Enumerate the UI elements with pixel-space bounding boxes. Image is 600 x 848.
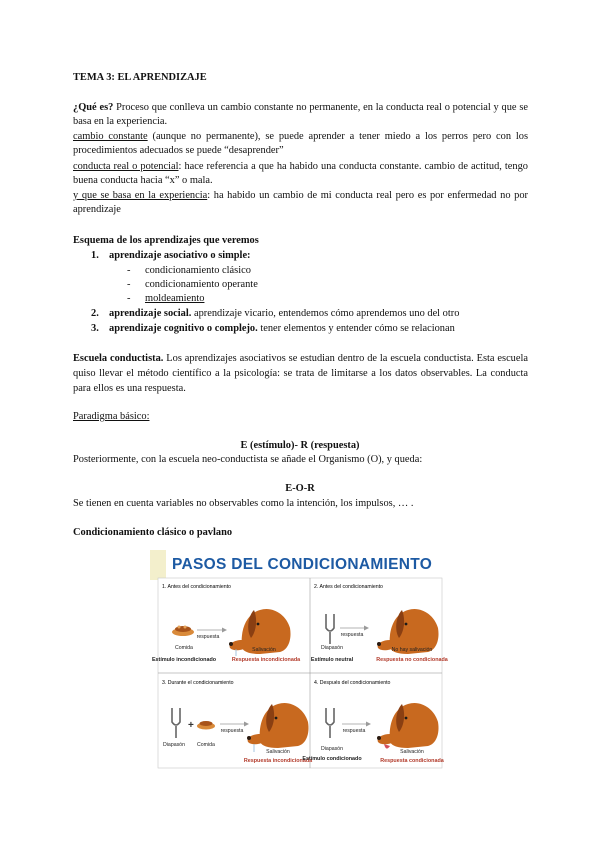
subitem-operante: condicionamiento operante — [145, 279, 258, 290]
panel-1-arrow-label: respuesta — [196, 634, 220, 640]
panel-4-arrow-label: respuesta — [342, 728, 366, 734]
experiencia-paragraph — [73, 189, 528, 217]
formula-e-r: E (estímulo)- R (respuesta) — [240, 440, 360, 451]
scheme-item-1 — [109, 249, 251, 263]
conducta-paragraph — [73, 160, 528, 188]
panel-3-right-label: Salivación — [266, 749, 290, 755]
panel-3-left-label-2: Comida — [197, 742, 215, 748]
formula-e-o-r: E-O-R — [285, 483, 315, 494]
panel-4-right-label: Salivación — [400, 749, 424, 755]
conductista-text: Los aprendizajes asociativos se estudian dentro de la escuela conductista. Esta escuela quiso llevar el método científico a la psicología: se trata de limitarse a los datos observables. La conducta para ellos es una respuesta. — [73, 353, 528, 394]
cambio-label: cambio constante — [73, 131, 148, 142]
conductista-paragraph — [73, 351, 528, 396]
scheme-heading: Esquema de los aprendizajes que veremos — [73, 235, 259, 246]
conductista-label: Escuela conductista. — [73, 353, 164, 364]
question-label: ¿Qué es? — [73, 102, 114, 113]
subitem-clasico: condicionamiento clásico — [145, 265, 251, 276]
panel-2-left-label: Diapasón — [321, 645, 343, 651]
panel-3-arrow-label: respuesta — [220, 728, 244, 734]
panel-2-arrow-label: respuesta — [340, 632, 364, 638]
experiencia-label: y que se basa en la experiencia — [73, 190, 208, 201]
panel-1-right-label: Salivación — [252, 647, 276, 653]
scheme-item-2-text: aprendizaje vicario, entendemos cómo aprendemos uno del otro — [191, 308, 460, 319]
cambio-paragraph — [73, 130, 528, 158]
panel-1-caption: 1. Antes del condicionamiento — [162, 584, 231, 590]
scheme-item-1-label: aprendizaje asociativo o simple: — [109, 250, 251, 261]
definition-paragraph — [73, 101, 528, 129]
scheme-number-1: 1. — [91, 250, 99, 261]
subitem-moldeamiento: moldeamiento — [145, 293, 205, 304]
panel-4-bottom-left: Estímulo condicionado — [302, 756, 362, 762]
scheme-item-3 — [109, 322, 455, 336]
conducta-label: conducta real o potencial — [73, 161, 179, 172]
panel-4-bottom-right: Respuesta condicionada — [380, 758, 444, 764]
question-text: Proceso que conlleva un cambio constante no permanente, en la conducta real o potencial y que se basa en la experiencia. — [73, 102, 528, 127]
panel-2-caption: 2. Antes del condicionamiento — [314, 584, 383, 590]
figure-title: PASOS DEL CONDICIONAMIENTO — [172, 556, 433, 573]
subitem-dash-2: - — [127, 279, 131, 290]
panel-4-caption: 4. Después del condicionamiento — [314, 680, 391, 686]
conditioning-figure-svg — [150, 548, 450, 770]
panel-2-bottom-right: Respuesta no condicionada — [376, 657, 448, 663]
panel-4-left-label: Diapasón — [321, 746, 343, 752]
experiencia-text: : ha habido un cambio de mi conducta real pero es por enfermedad no por aprendizaje — [73, 190, 528, 215]
scheme-item-2 — [109, 307, 459, 321]
document-title: TEMA 3: EL APRENDIZAJE — [73, 72, 207, 83]
classical-heading: Condicionamiento clásico o pavlano — [73, 527, 233, 538]
conditioning-figure — [150, 548, 450, 770]
subitem-dash-1: - — [127, 265, 131, 276]
paradigm-heading: Paradigma básico: — [73, 411, 150, 422]
scheme-item-3-label: aprendizaje cognitivo o complejo. — [109, 323, 258, 334]
subitem-dash-3: - — [127, 293, 131, 304]
paradigm-text-2: Se tienen en cuenta variables no observables como la intención, los impulsos, … . — [73, 498, 414, 509]
logo-mark — [150, 550, 166, 580]
paradigm-text-1: Posteriormente, con la escuela neo-conductista se añade el Organismo (O), y queda: — [73, 454, 423, 465]
cambio-text: (aunque no permanente), se puede aprender a tener miedo a los perros pero con los procedimientos adecuados se puede “desaprender” — [73, 131, 528, 156]
panel-2-right-label: No hay salivación — [391, 647, 433, 653]
scheme-number-2: 2. — [91, 308, 99, 319]
scheme-item-2-label: aprendizaje social. — [109, 308, 192, 319]
panel-3-left-label: Diapasón — [163, 742, 185, 748]
panel-1-bottom-left: Estímulo incondicionado — [151, 657, 217, 663]
scheme-item-3-text: tener elementos y entender cómo se relacionan — [257, 323, 455, 334]
panel-1-bottom-right: Respuesta incondicionada — [231, 657, 301, 663]
panel-3-bottom-right: Respuesta incondicionada — [243, 758, 313, 764]
scheme-number-3: 3. — [91, 323, 99, 334]
panel-3-caption: 3. Durante el condicionamiento — [162, 680, 234, 686]
panel-2-bottom-left: Estímulo neutral — [310, 657, 354, 663]
conducta-text: : hace referencia a que ha habido una conducta constante. cambio de actitud, tengo buena conducta hacia “x” o mala. — [73, 161, 528, 186]
panel-1-left-label: Comida — [175, 645, 193, 651]
plus-icon: + — [188, 720, 194, 731]
